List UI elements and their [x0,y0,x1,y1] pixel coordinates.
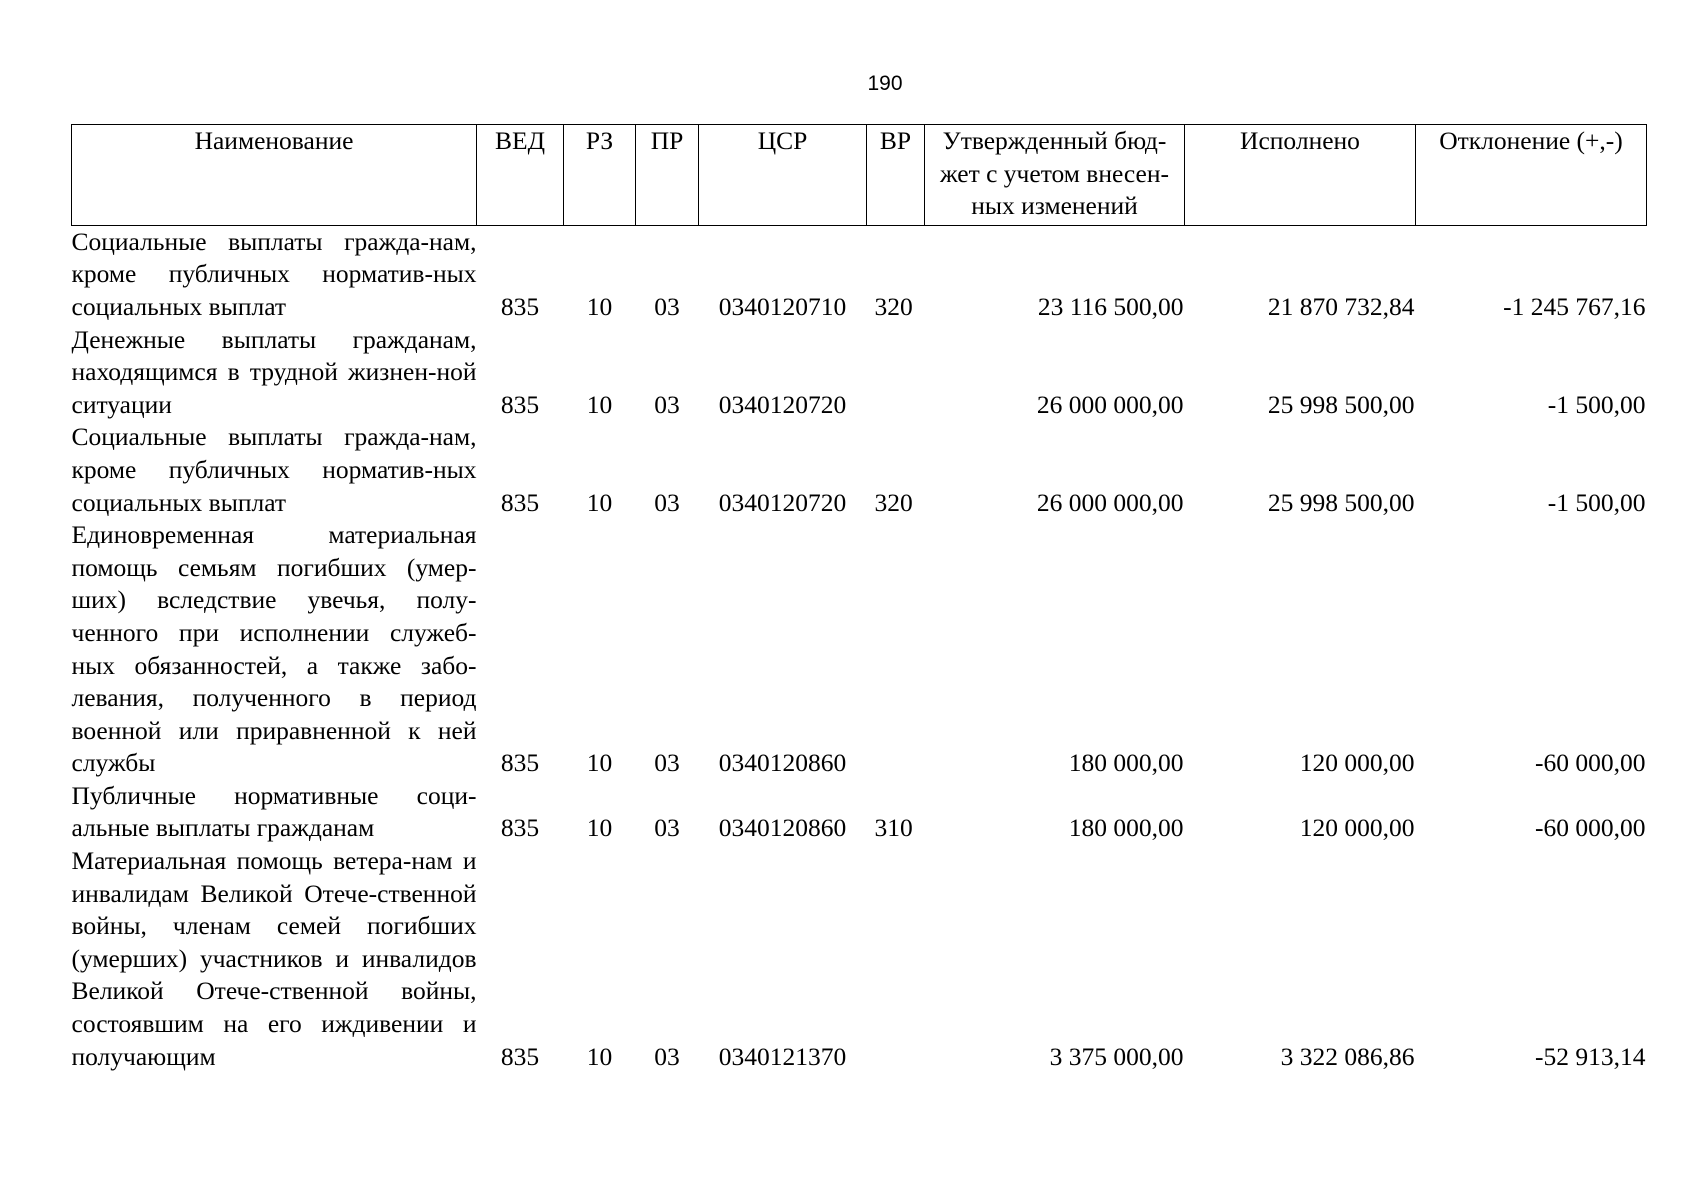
row-executed: 3 322 086,86 [1280,1041,1415,1071]
row-executed: 25 998 500,00 [1267,487,1415,517]
page-number: 190 [867,72,903,95]
row-name: Социальные выплаты гражда-нам, кроме публичных норматив-ных социальных выплат [71,226,477,321]
row-approved: 26 000 000,00 [1036,389,1184,419]
row-pr: 03 [654,748,680,778]
header-name: Наименование [72,125,477,226]
row-vr: 320 [874,291,913,321]
row-vr [867,845,925,1073]
table-row [72,324,1647,422]
row-ved: 835 [500,389,540,419]
row-approved: 180 000,00 [1068,813,1184,843]
row-ved: 835 [500,748,540,778]
row-executed: 120 000,00 [1299,748,1415,778]
row-csr: 0340120860 [718,813,847,843]
row-rz: 10 [586,487,613,517]
row-deviation: -52 913,14 [1535,1041,1646,1071]
row-vr: 320 [874,487,913,517]
row-csr: 0340120720 [718,389,847,419]
row-ved: 835 [500,813,540,843]
table-row [72,780,1647,845]
row-deviation: -1 500,00 [1547,487,1646,517]
header-pr: ПР [636,125,699,226]
row-executed: 25 998 500,00 [1267,389,1415,419]
row-executed: 21 870 732,84 [1267,291,1415,321]
row-name: Единовременная материальная помощь семьям погибших (умер-ших) вследствие увечья, полу-ченного при исполнении служеб-ных обязанностей, а также забо-левания, полученного в период военной или приравненной к ней службы [71,520,477,778]
row-vr [867,519,925,780]
row-deviation: -60 000,00 [1535,813,1646,843]
row-pr: 03 [654,1041,680,1071]
header-row [72,125,1647,226]
row-csr: 0340120710 [718,291,847,321]
row-approved: 3 375 000,00 [1049,1041,1184,1071]
row-ved: 835 [500,1041,540,1071]
row-rz: 10 [586,813,613,843]
row-ved: 835 [500,487,540,517]
row-approved: 180 000,00 [1068,748,1184,778]
row-pr: 03 [654,487,680,517]
row-csr: 0340120720 [718,487,847,517]
row-csr: 0340120860 [718,748,847,778]
header-executed: Исполнено [1185,125,1416,226]
header-deviation: Отклонение (+,-) [1416,125,1647,226]
row-pr: 03 [654,389,680,419]
header-rz: РЗ [564,125,636,226]
row-approved: 26 000 000,00 [1036,487,1184,517]
row-approved: 23 116 500,00 [1037,291,1184,321]
row-rz: 10 [586,389,613,419]
row-pr: 03 [654,291,680,321]
row-csr: 0340121370 [718,1041,847,1071]
row-rz: 10 [586,291,613,321]
header-csr: ЦСР [699,125,867,226]
header-approved-budget: Утвержденный бюд-жет с учетом внесен-ных изменений [925,125,1185,226]
row-rz: 10 [586,1041,613,1071]
row-vr [867,324,925,422]
row-deviation: -1 500,00 [1547,389,1646,419]
table-header [72,125,1647,226]
row-deviation: -1 245 767,16 [1503,291,1646,321]
row-name: Публичные нормативные соци-альные выплаты гражданам [71,780,477,843]
table-row [72,225,1647,323]
row-name: Материальная помощь ветера-нам и инвалидам Великой Отече-ственной войны, членам семей погибших (умерших) участников и инвалидов Великой Отече-ственной войны, состоявшим на его иждивении и получающим [71,846,477,1071]
row-pr: 03 [654,813,680,843]
row-name: Денежные выплаты гражданам, находящимся в трудной жизнен-ной ситуации [71,324,477,419]
row-executed: 120 000,00 [1299,813,1415,843]
table-row [72,845,1647,1073]
row-ved: 835 [500,291,540,321]
header-ved: ВЕД [477,125,564,226]
table-row [72,421,1647,519]
budget-execution-table [71,124,1647,1073]
table-row [72,519,1647,780]
row-deviation: -60 000,00 [1535,748,1646,778]
header-vr: ВР [867,125,925,226]
row-rz: 10 [586,748,613,778]
row-vr: 310 [874,813,913,843]
table-body [72,225,1647,1073]
row-name: Социальные выплаты гражда-нам, кроме публичных норматив-ных социальных выплат [71,422,477,517]
